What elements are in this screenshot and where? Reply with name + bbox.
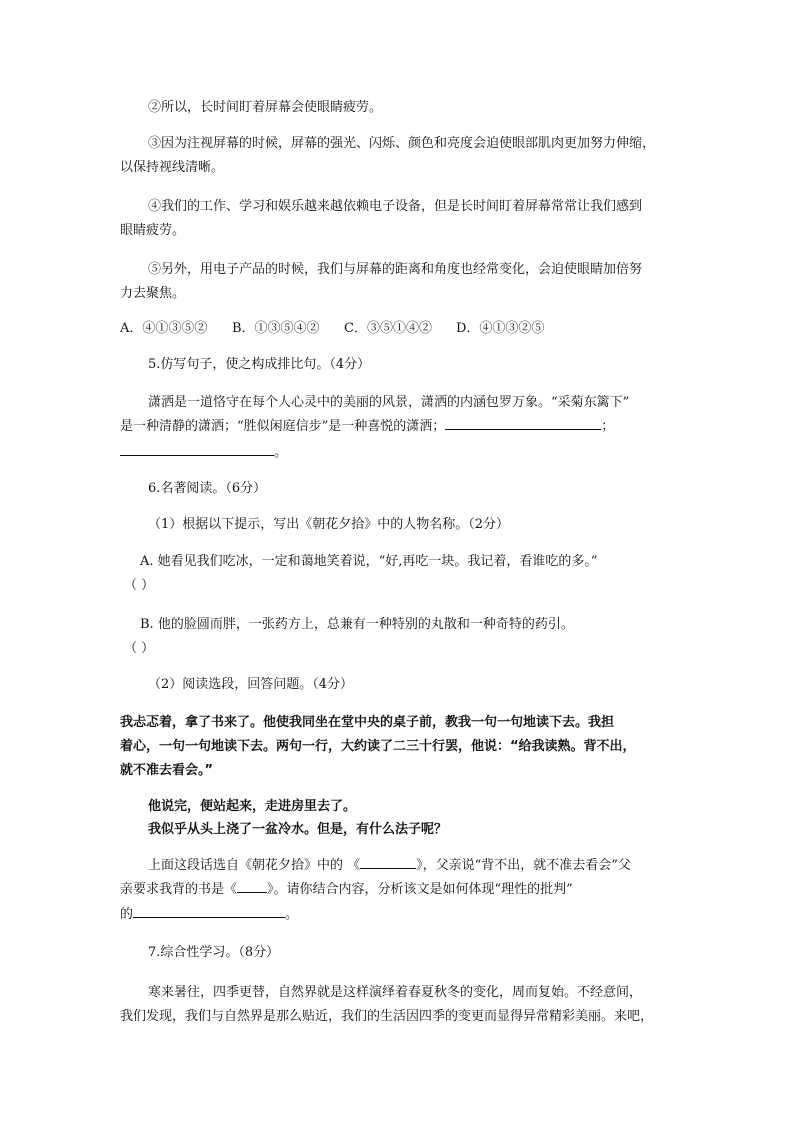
option-a: A．④①③⑤② [120,321,208,336]
sentence-5-line-2: 力去聚焦。 [120,286,186,301]
q6-title: 6.名著阅读。（6分） [148,481,267,496]
sentence-3-line-1: ③因为注视屏幕的时候，屏幕的强光、闪烁、颜色和亮度会迫使眼部肌肉更加努力伸缩， [148,136,656,151]
passage-line-2: 着心，一句一句地读下去。两句一行，大约读了二三十行罢，他说：“给我读熟。背不出， [120,739,636,754]
q6-question-line-2 [120,877,573,903]
q6-question-line-1-b: 》，父亲说“背不出，就不准去看会”父 [416,858,631,873]
q5-answer-blank-1[interactable] [445,415,601,430]
q5-title: 5.仿写句子，使之构成排比句。（4分） [148,357,371,372]
q6-question-line-3-a: 的 [120,907,134,922]
q6-sub-1: （1）根据以下提示，写出《朝花夕拾》中的人物名称。（2分） [148,517,510,532]
sentence-2: ②所以，长时间盯着屏幕会使眼睛疲劳。 [148,100,383,115]
option-d: D．④①③②⑤ [456,321,545,336]
sentence-4-line-1: ④我们的工作、学习和娱乐越来越依赖电子设备，但是长时间盯着屏幕常常让我们感到 [148,199,643,214]
q7-title: 7.综合性学习。（8分） [148,945,280,960]
option-b: B．①③⑤④② [232,321,320,336]
q7-line-2: 我们发现，我们与自然界是那么贴近，我们的生活因四季的变更而显得异常精彩美丽。来吧， [120,1009,654,1024]
q5-line-2-end: ； [601,419,615,434]
q6-question-line-3 [120,902,298,928]
q6-book-blank[interactable] [237,878,267,893]
q6-analysis-blank[interactable] [133,903,285,918]
q6-chapter-blank[interactable] [360,854,416,869]
q6-sub-2: （2）阅读选段，回答问题。（4分） [148,677,354,692]
passage-line-4: 他说完，便站起来，走进房里去了。 [148,799,357,814]
q6-a-line-1: A. 她看见我们吃冰，一定和蔼地笑着说，“好,再吃一块。我记着，看谁吃的多。” [140,554,598,569]
passage-line-5: 我似乎从头上浇了一盆冷水。但是，有什么法子呢？ [148,822,448,837]
q6-question-line-2-b: 》。请你结合内容，分析该文是如何体现“理性的批判” [267,882,573,897]
q5-line-3-end: 。 [274,445,288,460]
sentence-4-line-2: 眼睛疲劳。 [120,223,186,238]
q5-line-2 [120,414,614,440]
q7-line-1: 寒来暑往，四季更替，自然界就是这样演绎着春夏秋冬的变化，周而复始。不经意间， [148,985,643,1000]
q6-a-answer[interactable]: （ ） [124,578,155,593]
q6-question-line-2-a: 亲要求我背的书是《 [120,882,238,897]
q6-question-line-1 [148,853,631,879]
q6-question-line-3-b: 。 [285,907,299,922]
option-c: C．③⑤①④② [344,321,432,336]
sentence-3-line-2: 以保持视线清晰。 [120,160,225,175]
q6-b-line-1: B. 他的脸圆而胖，一张药方上，总兼有一种特别的丸散和一种奇特的药引。 [140,617,574,632]
q6-question-line-1-a: 上面这段话选自《朝花夕拾》中的 《 [148,858,361,873]
q5-line-3 [120,440,287,466]
sentence-5-line-1: ⑤另外，用电子产品的时候，我们与屏幕的距离和角度也经常变化，会迫使眼睛加倍努 [148,262,643,277]
q5-line-1: 潇洒是一道恪守在每个人心灵中的美丽的风景，潇洒的内涵包罗万象。“采菊东篱下” [148,395,630,410]
q5-line-2-text: 是一种清静的潇洒；“胜似闲庭信步”是一种喜悦的潇洒； [120,419,446,434]
q6-b-answer[interactable]: （ ） [124,641,155,656]
passage-line-3: 就不准去看会。” [120,763,214,778]
passage-line-1: 我忐忑着，拿了书来了。他使我同坐在堂中央的桌子前，教我一句一句地读下去。我担 [120,715,615,730]
q5-answer-blank-2[interactable] [120,441,274,456]
